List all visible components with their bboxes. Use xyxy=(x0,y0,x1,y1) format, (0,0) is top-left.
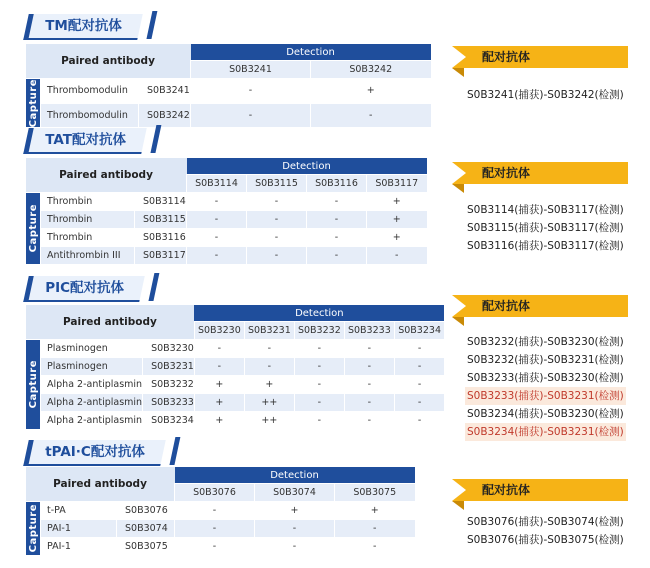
pairing-table xyxy=(26,158,427,265)
capture-label-text: Capture xyxy=(27,360,39,409)
antigen-name: Plasminogen xyxy=(41,340,143,358)
detection-column-header: S0B3233 xyxy=(344,322,394,340)
pairing-table xyxy=(26,44,431,128)
reactivity-value: - xyxy=(344,376,394,394)
reactivity-value: + xyxy=(244,376,294,394)
table-row xyxy=(26,394,444,412)
reactivity-value: - xyxy=(294,358,344,376)
section-title xyxy=(23,276,144,302)
detection-column-header: S0B3241 xyxy=(191,61,311,79)
table-row xyxy=(26,412,444,430)
capture-code: S0B3074 xyxy=(117,520,175,538)
reactivity-value: - xyxy=(175,520,255,538)
reactivity-value: - xyxy=(367,247,427,265)
table-row xyxy=(26,79,431,104)
capture-code: S0B3230 xyxy=(143,340,195,358)
capture-code: S0B3233 xyxy=(143,394,195,412)
capture-code: S0B3114 xyxy=(135,193,187,211)
capture-label-text: Capture xyxy=(27,79,39,128)
section-title xyxy=(23,440,165,466)
capture-label-text: Capture xyxy=(27,504,39,553)
antigen-name: Thrombin xyxy=(41,211,135,229)
header-row xyxy=(26,44,431,61)
antigen-name: t-PA xyxy=(41,502,117,520)
capture-code: S0B3234 xyxy=(143,412,195,430)
pair-item: S0B3233(捕获)-S0B3230(检测) xyxy=(467,372,624,384)
table-row xyxy=(26,340,444,358)
pairs-banner: 配对抗体 xyxy=(452,295,628,317)
reactivity-value: - xyxy=(344,394,394,412)
pairing-table xyxy=(26,467,415,556)
reactivity-value: - xyxy=(294,412,344,430)
table-row xyxy=(26,229,427,247)
capture-code: S0B3241 xyxy=(139,79,191,104)
antigen-name: Antithrombin III xyxy=(41,247,135,265)
table-row xyxy=(26,502,415,520)
reactivity-value: - xyxy=(394,358,444,376)
capture-label xyxy=(26,340,41,430)
detection-column-header: S0B3075 xyxy=(335,484,415,502)
detection-column-header: S0B3242 xyxy=(311,61,431,79)
reactivity-value: - xyxy=(175,538,255,556)
reactivity-value: - xyxy=(335,538,415,556)
reactivity-value: - xyxy=(244,358,294,376)
capture-code: S0B3117 xyxy=(135,247,187,265)
pairs-banner: 配对抗体 xyxy=(452,46,628,68)
table-row xyxy=(26,358,444,376)
pairs-list xyxy=(465,201,626,255)
reactivity-value: + xyxy=(255,502,335,520)
pair-item: S0B3233(捕获)-S0B3231(检测) xyxy=(465,387,626,405)
capture-code: S0B3075 xyxy=(117,538,175,556)
pairs-banner: 配对抗体 xyxy=(452,162,628,184)
detection-column-header: S0B3234 xyxy=(394,322,444,340)
detection-column-header: S0B3116 xyxy=(307,175,367,193)
reactivity-value: - xyxy=(187,211,247,229)
pair-item: S0B3076(捕获)-S0B3074(检测) xyxy=(467,516,624,528)
reactivity-value: - xyxy=(394,340,444,358)
reactivity-value: - xyxy=(247,193,307,211)
detection-column-header: S0B3230 xyxy=(194,322,244,340)
table-row xyxy=(26,247,427,265)
detection-column-header: S0B3115 xyxy=(247,175,307,193)
paired-antibody-header: Paired antibody xyxy=(26,158,187,193)
pair-item: S0B3232(捕获)-S0B3231(检测) xyxy=(467,354,624,366)
table-row xyxy=(26,376,444,394)
reactivity-value: - xyxy=(307,229,367,247)
antigen-name: PAI-1 xyxy=(41,538,117,556)
reactivity-value: + xyxy=(194,394,244,412)
reactivity-value: - xyxy=(187,247,247,265)
reactivity-value: ++ xyxy=(244,412,294,430)
pair-item: S0B3234(捕获)-S0B3231(检测) xyxy=(465,423,626,441)
reactivity-value: - xyxy=(194,340,244,358)
reactivity-value: - xyxy=(247,229,307,247)
detection-header: Detection xyxy=(175,467,415,484)
antigen-name: Alpha 2-antiplasmin xyxy=(41,376,143,394)
reactivity-value: - xyxy=(294,394,344,412)
capture-label xyxy=(26,193,41,265)
reactivity-value: + xyxy=(311,79,431,104)
reactivity-value: - xyxy=(294,340,344,358)
antigen-name: Thrombomodulin xyxy=(41,103,139,128)
table-row xyxy=(26,538,415,556)
antigen-name: PAI-1 xyxy=(41,520,117,538)
section-title-text: TM配对抗体 xyxy=(45,18,122,34)
reactivity-value: - xyxy=(255,538,335,556)
pair-item: S0B3232(捕获)-S0B3230(检测) xyxy=(467,336,624,348)
reactivity-value: - xyxy=(307,193,367,211)
reactivity-value: - xyxy=(191,79,311,104)
antigen-name: Plasminogen xyxy=(41,358,143,376)
capture-code: S0B3231 xyxy=(143,358,195,376)
pair-item: S0B3116(捕获)-S0B3117(检测) xyxy=(467,240,624,252)
capture-label xyxy=(26,502,41,556)
reactivity-value: - xyxy=(394,412,444,430)
detection-header: Detection xyxy=(194,305,444,322)
reactivity-value: - xyxy=(244,340,294,358)
reactivity-value: - xyxy=(255,520,335,538)
reactivity-value: - xyxy=(394,394,444,412)
pair-item: S0B3076(捕获)-S0B3075(检测) xyxy=(467,534,624,546)
capture-code: S0B3232 xyxy=(143,376,195,394)
detection-column-header: S0B3114 xyxy=(187,175,247,193)
header-row xyxy=(26,467,415,484)
capture-code: S0B3116 xyxy=(135,229,187,247)
reactivity-value: - xyxy=(344,358,394,376)
table-row xyxy=(26,520,415,538)
detection-header: Detection xyxy=(191,44,431,61)
pair-item: S0B3115(捕获)-S0B3117(检测) xyxy=(467,222,624,234)
reactivity-value: - xyxy=(247,211,307,229)
detection-column-header: S0B3074 xyxy=(255,484,335,502)
capture-code: S0B3115 xyxy=(135,211,187,229)
antigen-name: Thrombin xyxy=(41,193,135,211)
reactivity-value: - xyxy=(344,340,394,358)
reactivity-value: - xyxy=(194,358,244,376)
pairs-list xyxy=(465,333,626,441)
capture-code: S0B3242 xyxy=(139,103,191,128)
pair-item: S0B3241(捕获)-S0B3242(检测) xyxy=(467,89,624,101)
pairs-banner: 配对抗体 xyxy=(452,479,628,501)
pairs-list xyxy=(465,86,626,104)
reactivity-value: - xyxy=(247,247,307,265)
section-title-text: tPAI·C配对抗体 xyxy=(45,444,145,460)
reactivity-value: - xyxy=(307,247,367,265)
reactivity-value: + xyxy=(367,193,427,211)
paired-antibody-header: Paired antibody xyxy=(26,305,194,340)
reactivity-value: ++ xyxy=(244,394,294,412)
detection-column-header: S0B3117 xyxy=(367,175,427,193)
table-row xyxy=(26,211,427,229)
reactivity-value: + xyxy=(367,229,427,247)
reactivity-value: - xyxy=(294,376,344,394)
reactivity-value: - xyxy=(187,193,247,211)
pair-item: S0B3114(捕获)-S0B3117(检测) xyxy=(467,204,624,216)
detection-column-header: S0B3232 xyxy=(294,322,344,340)
reactivity-value: - xyxy=(311,103,431,128)
antigen-name: Alpha 2-antiplasmin xyxy=(41,394,143,412)
paired-antibody-header: Paired antibody xyxy=(26,44,191,79)
pairing-table xyxy=(26,305,444,430)
section-title xyxy=(23,14,142,40)
reactivity-value: - xyxy=(307,211,367,229)
antigen-name: Thrombomodulin xyxy=(41,79,139,104)
capture-code: S0B3076 xyxy=(117,502,175,520)
reactivity-value: - xyxy=(394,376,444,394)
reactivity-value: - xyxy=(191,103,311,128)
capture-label xyxy=(26,79,41,128)
reactivity-value: - xyxy=(344,412,394,430)
paired-antibody-header: Paired antibody xyxy=(26,467,175,502)
reactivity-value: + xyxy=(367,211,427,229)
antigen-name: Thrombin xyxy=(41,229,135,247)
table-row xyxy=(26,193,427,211)
reactivity-value: - xyxy=(175,502,255,520)
detection-header: Detection xyxy=(187,158,427,175)
header-row xyxy=(26,305,444,322)
reactivity-value: + xyxy=(335,502,415,520)
pair-item: S0B3234(捕获)-S0B3230(检测) xyxy=(467,408,624,420)
capture-label-text: Capture xyxy=(27,204,39,253)
header-row xyxy=(26,158,427,175)
reactivity-value: - xyxy=(335,520,415,538)
reactivity-value: + xyxy=(194,412,244,430)
reactivity-value: + xyxy=(194,376,244,394)
pairs-list xyxy=(465,513,626,549)
detection-column-header: S0B3076 xyxy=(175,484,255,502)
section-title xyxy=(23,128,146,154)
reactivity-value: - xyxy=(187,229,247,247)
section-title-text: PIC配对抗体 xyxy=(45,280,125,296)
table-row xyxy=(26,103,431,128)
section-title-text: TAT配对抗体 xyxy=(45,132,126,148)
detection-column-header: S0B3231 xyxy=(244,322,294,340)
antigen-name: Alpha 2-antiplasmin xyxy=(41,412,143,430)
